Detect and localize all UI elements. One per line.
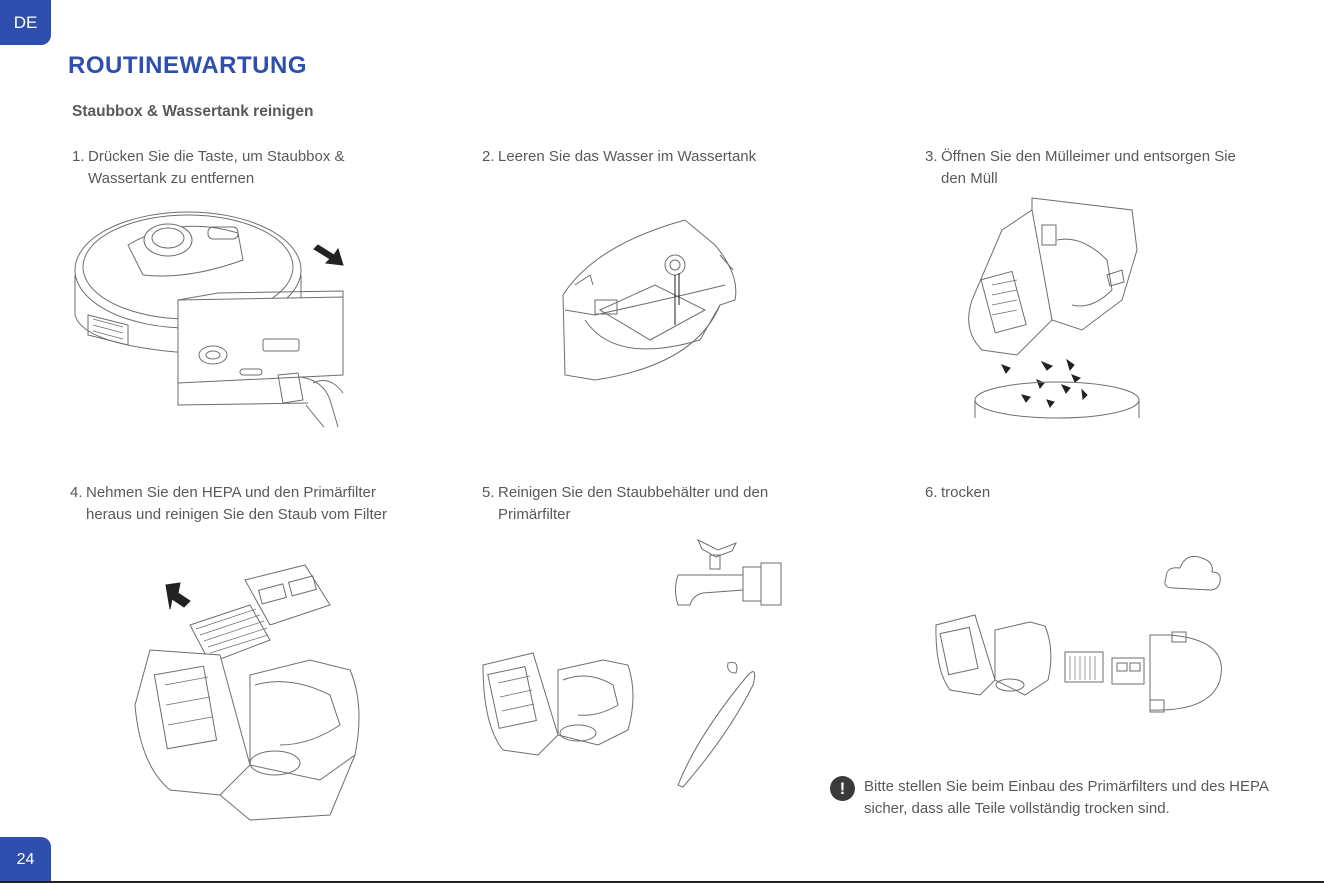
step-4 bbox=[70, 482, 400, 526]
water-tank-illustration bbox=[555, 215, 745, 385]
step-1 bbox=[72, 146, 372, 190]
filter-removal-illustration bbox=[130, 565, 370, 825]
step-text: Nehmen Sie den HEPA und den Primärfilter heraus und reinigen Sie den Staub vom Filter bbox=[86, 484, 388, 523]
step-number: 6. bbox=[925, 484, 938, 501]
warning-text: Bitte stellen Sie beim Einbau des Primärfilters und des HEPA sicher, dass alle Teile vollständig trocken sind. bbox=[864, 778, 1269, 817]
step-number: 1. bbox=[72, 148, 85, 165]
robot-vacuum-illustration bbox=[68, 205, 358, 430]
step-text: Leeren Sie das Wasser im Wassertank bbox=[498, 148, 757, 165]
step-text: Öffnen Sie den Mülleimer und entsorgen Sie den Müll bbox=[941, 148, 1236, 187]
open-dustbin-illustration bbox=[962, 190, 1152, 420]
step-3 bbox=[925, 146, 1245, 190]
section-title: Staubbox & Wassertank reinigen bbox=[72, 103, 314, 120]
step-number: 4. bbox=[70, 484, 83, 501]
step-text: trocken bbox=[941, 484, 991, 501]
step-5 bbox=[482, 482, 802, 526]
language-tab: DE bbox=[0, 0, 51, 45]
step-number: 2. bbox=[482, 148, 495, 165]
step-number: 5. bbox=[482, 484, 495, 501]
step-6 bbox=[925, 482, 1225, 504]
step-text: Drücken Sie die Taste, um Staubbox & Wassertank zu entfernen bbox=[88, 148, 345, 187]
step-2 bbox=[482, 146, 802, 168]
step-text: Reinigen Sie den Staubbehälter und den Primärfilter bbox=[498, 484, 769, 523]
clean-dustbin-illustration bbox=[478, 535, 783, 790]
step-number: 3. bbox=[925, 148, 938, 165]
drying-parts-illustration bbox=[930, 540, 1230, 720]
page-title: ROUTINEWARTUNG bbox=[68, 52, 307, 79]
exclamation-icon: ! bbox=[830, 776, 855, 801]
page-number: 24 bbox=[0, 837, 51, 883]
